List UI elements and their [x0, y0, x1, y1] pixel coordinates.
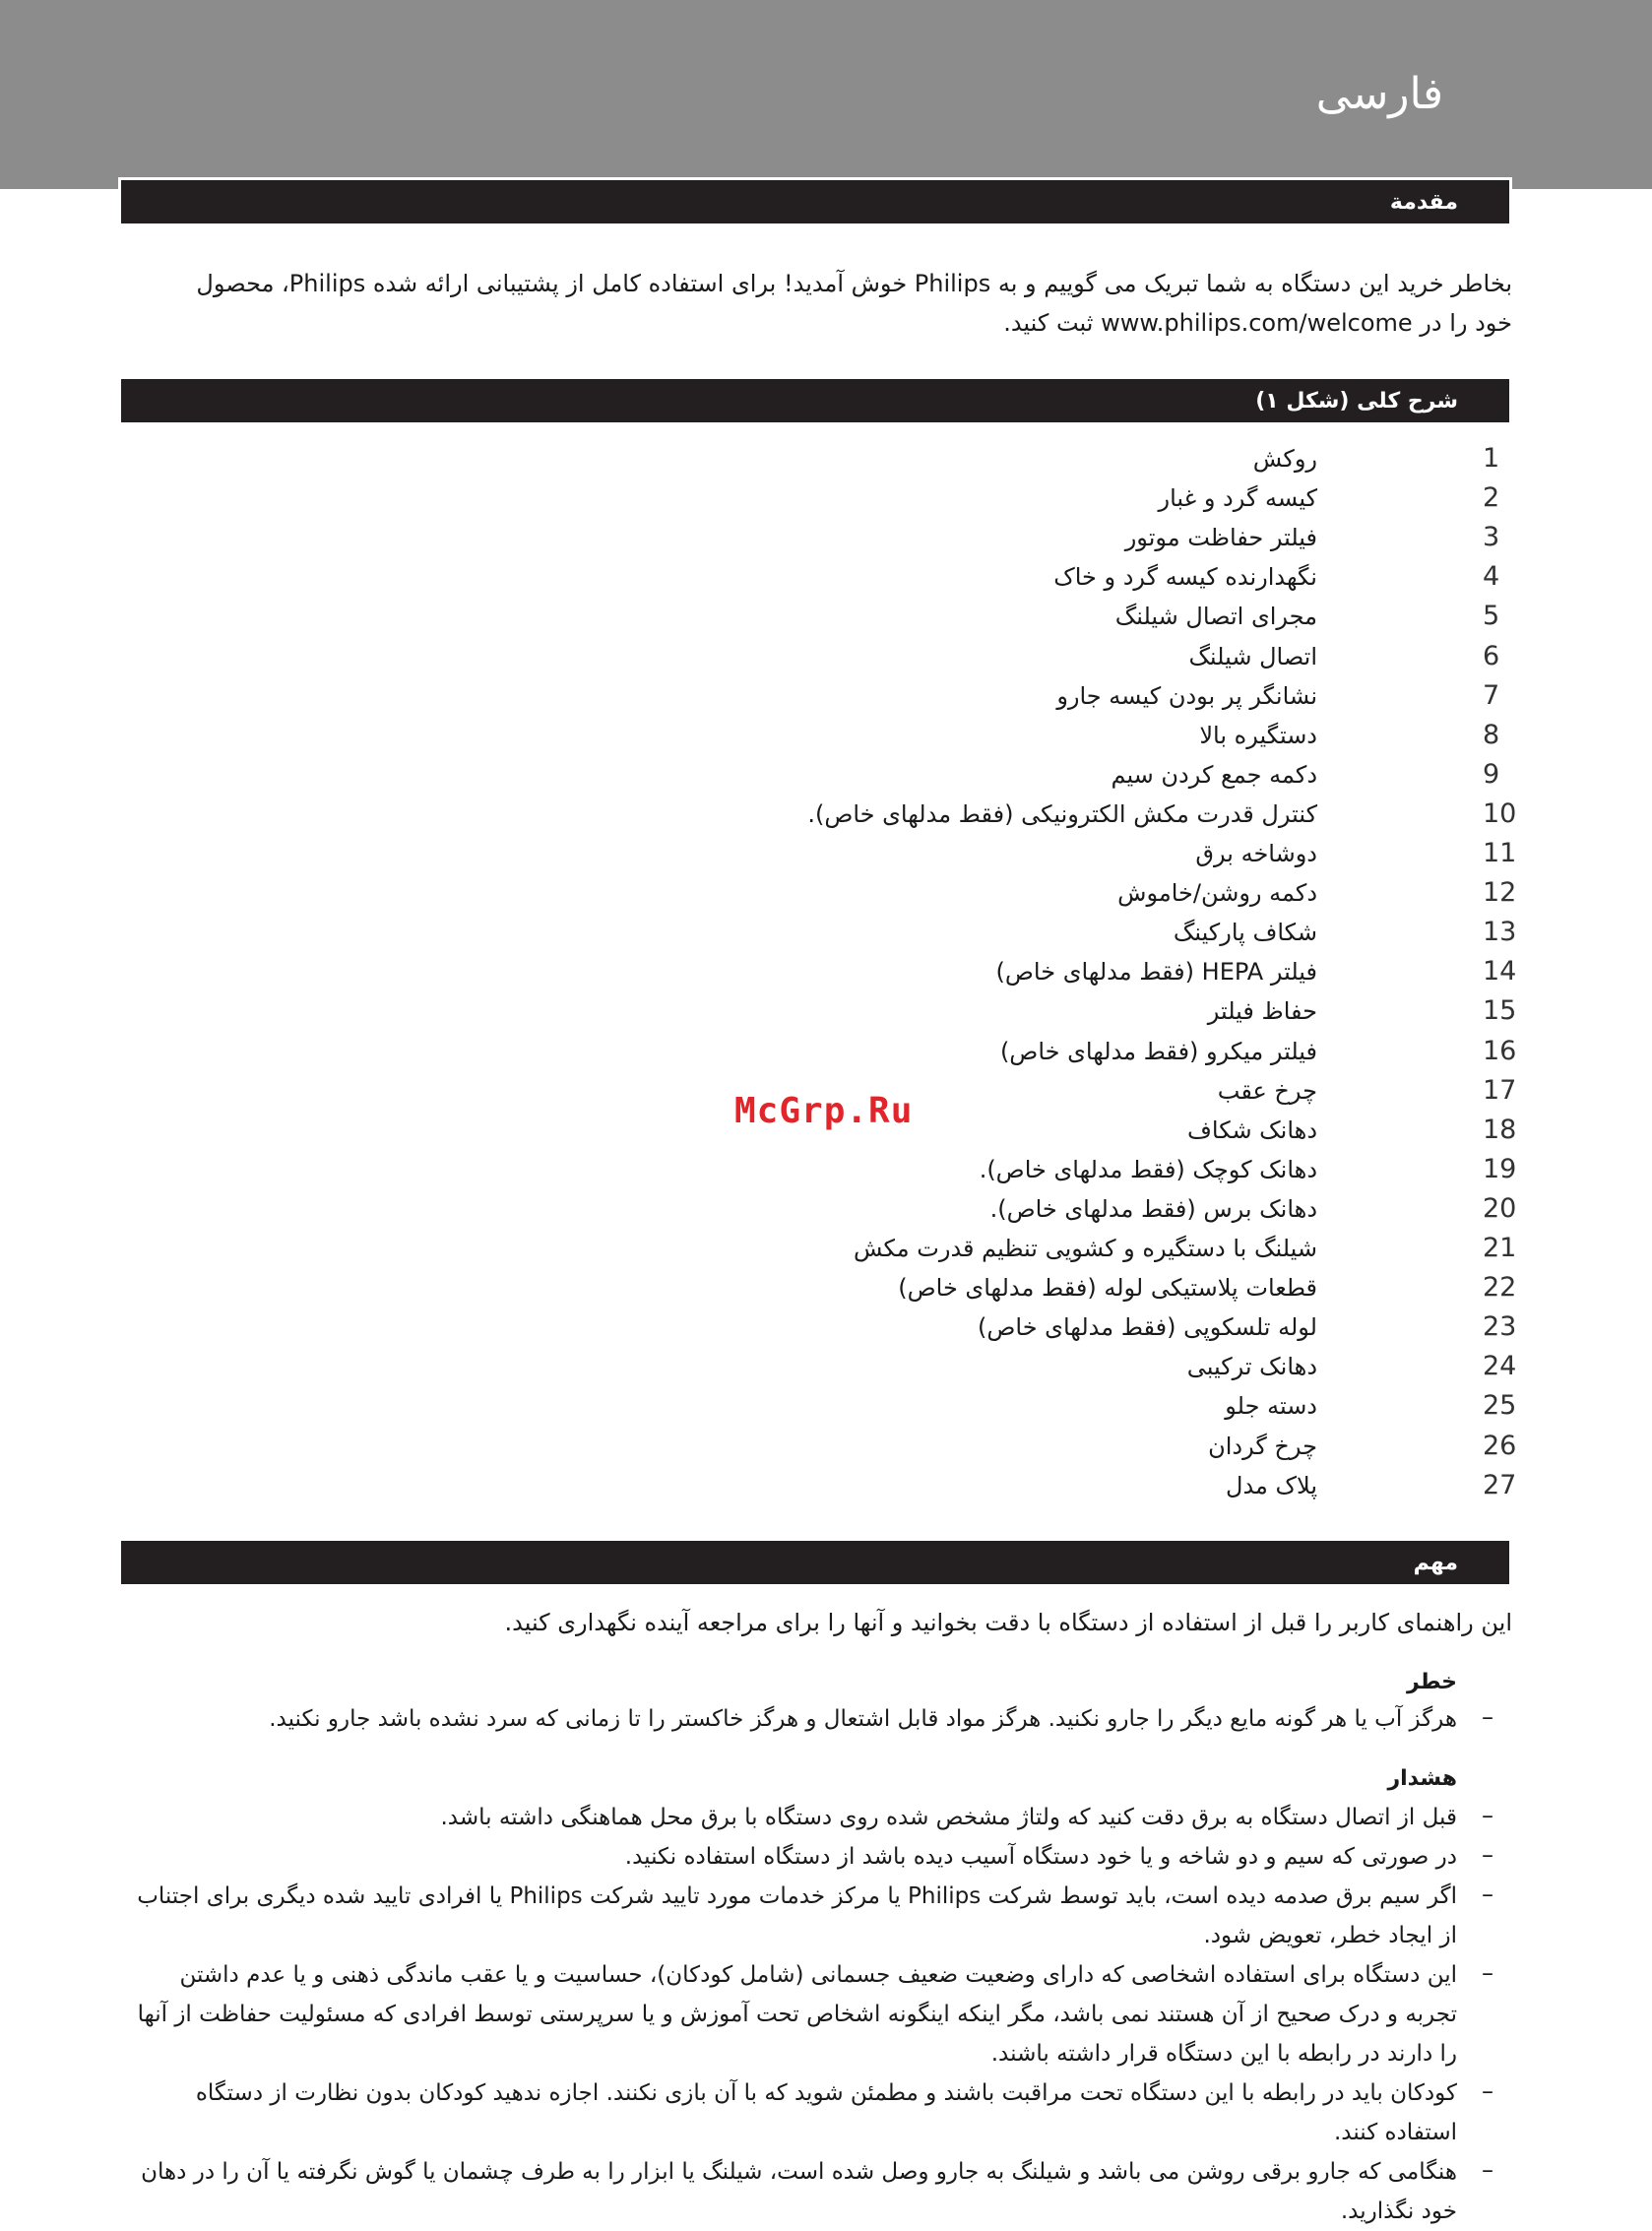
bullet-dash: –: [1482, 1880, 1493, 1908]
part-label: لوله تلسکوپی (فقط مدلهای خاص): [978, 1313, 1317, 1342]
part-number: 25: [1483, 1390, 1517, 1422]
part-label: دهانک کوچک (فقط مدلهای خاص).: [979, 1155, 1317, 1183]
part-label: دستگیره بالا: [1199, 721, 1317, 749]
section-bar-overview: [118, 376, 1512, 425]
part-number: 13: [1483, 917, 1517, 948]
part-item: [0, 1390, 1517, 1430]
part-item: [0, 1035, 1517, 1075]
part-label: دوشاخه برق: [1195, 840, 1317, 867]
part-label: دکمه جمع کردن سیم: [1111, 760, 1317, 789]
part-item: [0, 1430, 1517, 1470]
part-label: روکش: [1252, 445, 1317, 473]
part-item: [0, 877, 1517, 917]
bullet-dash: –: [1482, 2156, 1493, 2184]
part-item: [0, 1192, 1517, 1233]
section-title-important: مهم: [1413, 1551, 1458, 1575]
part-number: 8: [1483, 719, 1500, 750]
bullet-dash: –: [1482, 2077, 1493, 2105]
part-item: [0, 561, 1512, 601]
header-band: [0, 0, 1652, 189]
part-number: 19: [1483, 1153, 1517, 1184]
bullet-text: این دستگاه برای استفاده اشخاصی که دارای وضعیت ضعیف جسمانی (شامل کودکان)، حساسیت و یا عقب ماندگی ذهنی و یا عدم داشتن تجربه و درک صحیح از آن هستند نمی باشد، مگر اینکه اینگونه اشخاص تحت آموزش و یا سرپرستی توسط افرادی که مسئولیت حفاظت از آنها را دارند در رابطه با این دستگاه قرار داشته باشند.: [137, 1962, 1457, 2067]
warning-heading: هشدار: [1387, 1766, 1457, 1791]
part-item: [0, 680, 1512, 720]
part-number: 16: [1483, 1035, 1517, 1066]
part-item: [0, 443, 1512, 482]
part-label: نشانگر پر بودن کیسه جارو: [1056, 681, 1317, 710]
part-label: شکاف پارکینگ: [1173, 919, 1317, 947]
part-number: 24: [1483, 1351, 1517, 1382]
part-item: [0, 1351, 1517, 1390]
part-label: دکمه روشن/خاموش: [1117, 879, 1317, 908]
important-intro: این راهنمای کاربر را قبل از استفاده از دستگاه با دقت بخوانید و آنها را برای مراجعه آینده نگهداری کنید.: [504, 1609, 1512, 1636]
part-item: [0, 720, 1512, 759]
bullet-dash: –: [1482, 1959, 1493, 1987]
part-label: پلاک مدل: [1226, 1471, 1317, 1499]
section-bar-intro: [118, 177, 1512, 226]
part-number: 2: [1483, 482, 1500, 514]
bullet-text: هرگز آب یا هر گونه مایع دیگر را جارو نکنید. هرگز مواد قابل اشتعال و هرگز خاکستر را تا زمانی که سرد نشده باشد جارو نکنید.: [269, 1706, 1457, 1732]
part-item: [0, 1153, 1517, 1193]
part-label: چرخ عقب: [1217, 1076, 1317, 1105]
part-label: فیلتر حفاظت موتور: [1124, 524, 1317, 552]
part-label: کیسه گرد و غبار: [1158, 484, 1317, 513]
part-label: مجرای اتصال شیلنگ: [1114, 603, 1317, 631]
part-item: [0, 641, 1512, 680]
part-label: قطعات پلاستیکی لوله (فقط مدلهای خاص): [898, 1274, 1317, 1303]
bullet-dash: –: [1482, 1703, 1493, 1731]
part-item: [0, 1233, 1517, 1272]
part-label: کنترل قدرت مکش الکترونیکی (فقط مدلهای خاص).: [807, 799, 1317, 828]
bullet-text: کودکان باید در رابطه با این دستگاه تحت مراقبت باشند و مطمئن شوید که با آن بازی نکنند. اجازه ندهید کودکان بدون نظارت از دستگاه استفاده کنند.: [195, 2080, 1457, 2145]
part-item: [0, 917, 1517, 956]
danger-heading: خطر: [1407, 1670, 1457, 1694]
part-number: 3: [1483, 522, 1500, 553]
intro-paragraph: [148, 264, 1512, 343]
part-label: دهانک شکاف: [1187, 1116, 1317, 1144]
part-item: [0, 759, 1512, 798]
part-label: دهانک ترکیبی: [1186, 1353, 1317, 1381]
part-item: [0, 1272, 1517, 1311]
bullet-text: اگر سیم برق صدمه دیده است، باید توسط شرکت Philips یا مرکز خدمات مورد تایید شرکت Philips یا افرادی تایید شده دیگری برای اجتناب از ایجاد خطر، تعویض شود.: [137, 1883, 1457, 1948]
bullet-text: قبل از اتصال دستگاه به برق دقت کنید که ولتاژ مشخص شده روی دستگاه با برق محل هماهنگی داشته باشد.: [440, 1805, 1457, 1830]
part-number: 11: [1483, 838, 1517, 868]
section-title-intro: مقدمة: [1389, 190, 1458, 215]
part-number: 5: [1483, 601, 1500, 632]
language-title: فارسی: [1315, 69, 1443, 119]
part-label: دهانک برس (فقط مدلهای خاص).: [989, 1194, 1317, 1223]
part-label: نگهدارنده کیسه گرد و خاک: [1053, 563, 1317, 592]
part-number: 4: [1483, 561, 1500, 593]
part-label: حفاظ فیلتر: [1207, 997, 1317, 1026]
part-number: 15: [1483, 995, 1517, 1027]
part-item: [0, 838, 1517, 877]
part-number: 9: [1483, 758, 1500, 790]
part-label: فیلتر HEPA (فقط مدلهای خاص): [995, 958, 1317, 987]
part-number: 12: [1483, 877, 1517, 909]
part-label: شیلنگ با دستگیره و کشویی تنظیم قدرت مکش: [853, 1235, 1317, 1262]
part-item: [0, 1311, 1517, 1351]
part-number: 17: [1483, 1074, 1517, 1106]
intro-line-2: خود را در www.philips.com/welcome ثبت کنید.: [1003, 309, 1512, 337]
part-number: 1: [1483, 443, 1500, 474]
part-number: 10: [1483, 797, 1517, 829]
bullet-text: هنگامی که جارو برقی روشن می باشد و شیلنگ به جارو وصل شده است، شیلنگ یا ابزار را به طرف چشمان یا گوش نگرفته یا آن را در دهان خود نگذارید.: [141, 2159, 1457, 2224]
part-item: [0, 956, 1517, 995]
part-item: [0, 482, 1512, 522]
part-number: 6: [1483, 640, 1500, 671]
part-number: 18: [1483, 1114, 1517, 1145]
part-label: فیلتر میکرو (فقط مدلهای خاص): [999, 1037, 1317, 1065]
watermark: McGrp.Ru: [734, 1091, 914, 1131]
part-label: دسته جلو: [1225, 1392, 1317, 1421]
section-bar-important: [118, 1538, 1512, 1587]
part-number: 26: [1483, 1430, 1517, 1461]
part-number: 20: [1483, 1192, 1517, 1224]
part-number: 14: [1483, 956, 1517, 988]
part-number: 21: [1483, 1233, 1517, 1263]
part-item: [0, 995, 1517, 1035]
part-label: اتصال شیلنگ: [1188, 642, 1317, 670]
bullet-dash: –: [1482, 1841, 1493, 1869]
intro-line-1: بخاطر خرید این دستگاه به شما تبریک می گوییم و به Philips خوش آمدید! برای استفاده کامل از پشتیبانی ارائه شده Philips، محصول: [196, 270, 1512, 297]
bullet-dash: –: [1482, 1802, 1493, 1829]
section-title-overview: شرح کلی (شکل ۱): [1255, 389, 1458, 414]
part-item: [0, 601, 1512, 640]
part-number: 7: [1483, 679, 1500, 711]
bullet-text: در صورتی که سیم و دو شاخه و یا خود دستگاه آسیب دیده باشد از دستگاه استفاده نکنید.: [624, 1844, 1457, 1870]
part-item: [0, 1469, 1517, 1509]
part-number: 23: [1483, 1311, 1517, 1343]
part-item: [0, 797, 1517, 838]
part-number: 27: [1483, 1469, 1517, 1500]
part-number: 22: [1483, 1272, 1517, 1304]
part-label: چرخ گردان: [1208, 1432, 1317, 1460]
part-item: [0, 522, 1512, 561]
